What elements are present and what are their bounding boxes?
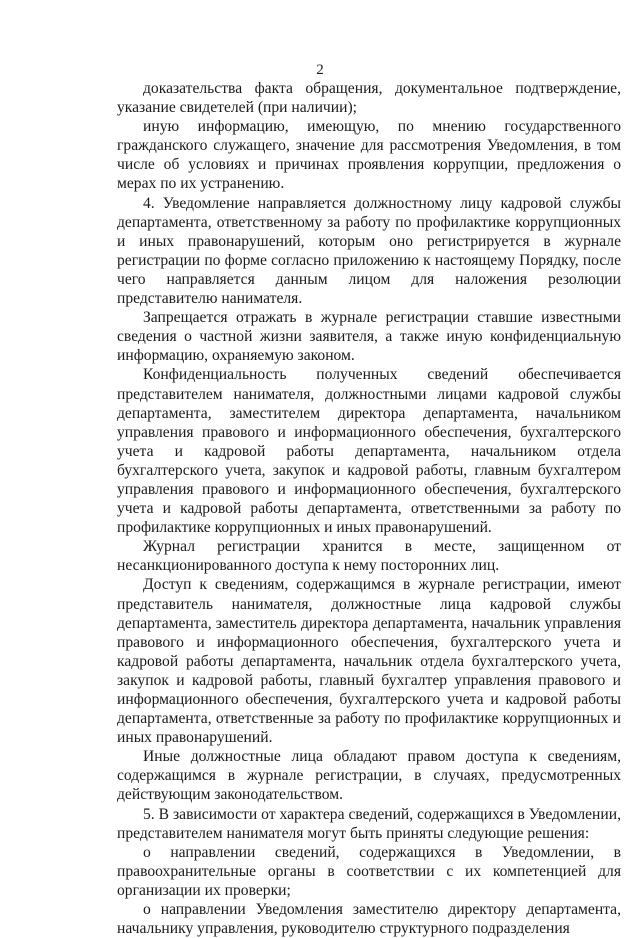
paragraph-journal-access: Доступ к сведениям, содержащимся в журнале регистрации, имеют представитель нанимателя, должностные лица кадровой службы департамента, заместитель директора департамента, начальник управления правового и информационного обеспечения, бухгалтерского учета и кадровой работы департамента, начальник отдела бухгалтерского учета, закупок и кадровой работы, главный бухгалтер управления правового и информационного обеспечения, бухгалтерского учета и кадровой работы департамента, ответственные за работу по профилактике коррупционных и иных правонарушений. [117,576,621,747]
paragraph-confidentiality: Конфиденциальность полученных сведений обеспечивается представителем нанимателя, должностными лицами кадровой службы департамента, заместителем директора департамента, начальником управления правового и информационного обеспечения, бухгалтерского учета и кадровой работы департамента, начальником отдела бухгалтерского учета, закупок и кадровой работы, главным бухгалтером управления правового и информационного обеспечения, бухгалтерского учета и кадровой работы департамента, ответственными за работу по профилактике коррупционных и иных правонарушений. [117,366,621,537]
paragraph-decision-deputy: о направлении Уведомления заместителю директору департамента, начальнику управления, руководителю структурного подразделения [117,901,621,938]
paragraph-other-officials: Иные должностные лица обладают правом доступа к сведениям, содержащимся в журнале регистрации, в случаях, предусмотренных действующим законодательством. [117,748,621,804]
paragraph-item-5: 5. В зависимости от характера сведений, содержащихся в Уведомлении, представителем нанимателя могут быть приняты следующие решения: [117,805,621,842]
paragraph-decision-law-enforcement: о направлении сведений, содержащихся в Уведомлении, в правоохранительные органы в соответствии с их компетенцией для организации их проверки; [117,843,621,899]
paragraph-other-info: иную информацию, имеющую, по мнению государственного гражданского служащего, значение для рассмотрения Уведомления, в том числе об условиях и причинах проявления коррупции, предложения о мерах по их устранению. [117,118,621,193]
document-body [117,79,621,938]
paragraph-item-4: 4. Уведомление направляется должностному лицу кадровой службы департамента, ответственному за работу по профилактике коррупционных и иных правонарушений, которым оно регистрируется в журнале регистрации по форме согласно приложению к настоящему Порядку, после чего направляется данным лицом для наложения резолюции представителю нанимателя. [117,194,621,308]
paragraph-prohibition: Запрещается отражать в журнале регистрации ставшие известными сведения о частной жизни заявителя, а также иную конфиденциальную информацию, охраняемую законом. [117,309,621,365]
paragraph-evidence: доказательства факта обращения, документальное подтверждение, указание свидетелей (при наличии); [117,80,621,117]
paragraph-journal-storage: Журнал регистрации хранится в месте, защищенном от несанкционированного доступа к нему посторонних лиц. [117,538,621,575]
page-number: 2 [316,62,324,78]
